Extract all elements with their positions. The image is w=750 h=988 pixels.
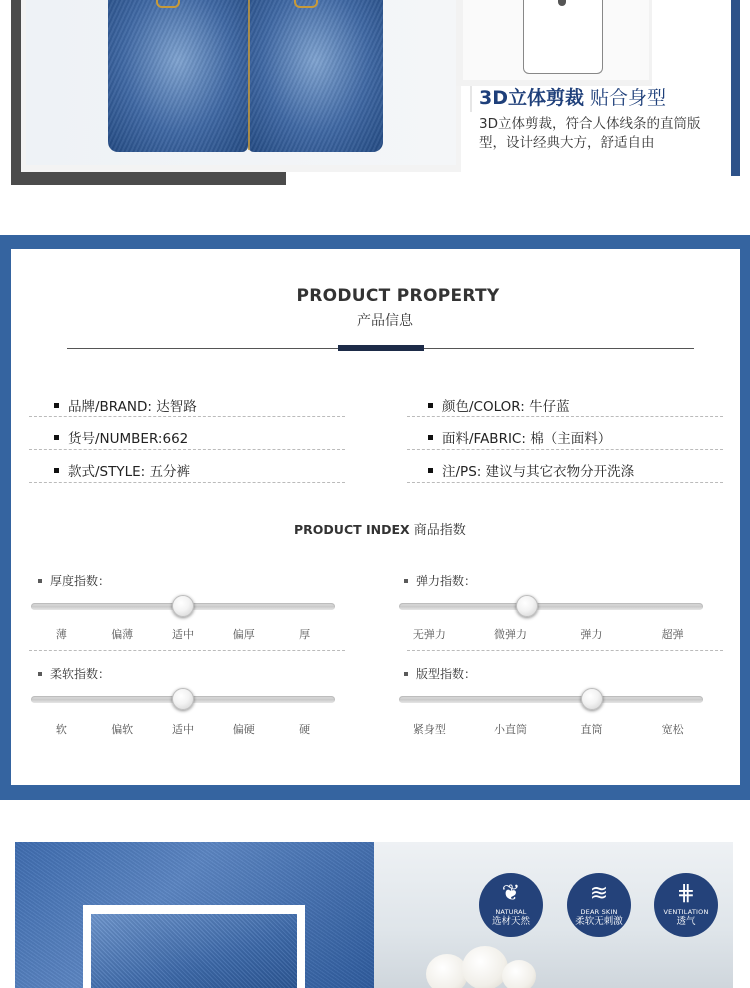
ventilation-badge [654,873,718,937]
slider-tick-label: 厚 [299,628,311,641]
wave-icon: ≋ [589,881,609,906]
elasticity-label-text: 弹力指数： [416,574,477,588]
info-brand [54,395,197,415]
dashed-divider [407,482,723,483]
slider-knob[interactable] [172,688,194,710]
info-color-text: 颜色/COLOR: 牛仔蓝 [442,399,570,415]
ventilation-badge-zh: 透气 [676,916,696,927]
slider-tick-label: 超弹 [661,628,684,641]
hero-title-thin: 贴合身型 [584,87,667,109]
slider-tick-label: 宽松 [661,723,684,736]
hero-title-bold: 3D立体剪裁 [479,87,584,109]
dear-skin-badge [567,873,631,937]
cotton-boll [462,946,508,988]
property-subtitle: 产品信息 [357,313,413,329]
info-note [428,460,634,480]
dashed-divider [407,449,723,450]
slider-knob[interactable] [172,595,194,617]
slider-tick-label: 偏厚 [232,628,255,641]
jeans-right-leg [248,0,383,152]
dashed-divider [407,650,723,651]
dashed-divider [407,416,723,417]
product-index-title-en: PRODUCT INDEX [294,522,410,537]
slider-track[interactable] [399,603,703,610]
slider-tick-label: 硬 [299,723,311,736]
hero-section [0,0,750,190]
slider-tick-label: 紧身型 [412,723,446,736]
hero-right-bar [731,0,740,176]
slider-tick-label: 无弹力 [412,628,446,641]
denim-closeup-photo [91,914,297,988]
bullet-icon [54,468,59,473]
jeans-left-leg [108,0,248,152]
pocket-stitch-right [294,0,318,8]
info-color [428,395,570,415]
property-divider-accent [338,345,424,351]
dashed-divider [29,482,345,483]
slider-tick-label: 小直筒 [493,723,527,736]
slider-tick-label: 直筒 [580,723,603,736]
natural-badge-zh: 选材天然 [491,916,530,927]
dear-skin-badge-en: DEAR SKIN [580,908,618,916]
slider-tick-label: 薄 [55,628,67,641]
natural-badge-en: NATURAL [495,908,527,916]
jeans-center-seam [248,0,250,150]
slider-tick-label: 偏薄 [111,628,134,641]
info-number [54,427,188,447]
pocket-stitch-left [156,0,180,8]
bullet-icon [54,403,59,408]
jeans-photo [26,0,456,165]
dashed-divider [29,416,345,417]
thickness-label-text: 厚度指数： [50,574,111,588]
pants-sketch [463,0,649,80]
info-note-text: 注/PS: 建议与其它衣物分开洗涤 [442,464,635,480]
pants-sketch-outline [523,0,603,74]
dashed-divider [29,650,345,651]
dear-skin-badge-zh: 柔软无刺激 [575,916,623,927]
bullet-icon [38,672,42,676]
softness-label-text: 柔软指数： [50,667,111,681]
hero-description: 3D立体剪裁，符合人体线条的直筒版型，设计经典大方，舒适自由 [479,116,701,151]
slider-tick-label: 软 [55,723,67,736]
slider-tick-label: 适中 [172,723,194,736]
leaf-icon: ❦ [501,881,521,906]
info-number-text: 货号/NUMBER:662 [68,431,189,447]
hero-title [479,86,666,110]
slider-tick-label: 适中 [172,628,194,641]
bullet-icon [38,579,42,583]
cotton-boll [502,960,536,988]
bullet-icon [428,468,433,473]
fit-label-text: 版型指数： [416,667,477,681]
info-style-text: 款式/STYLE: 五分裤 [68,464,191,480]
elasticity-label [404,572,476,589]
feature-banner [15,842,733,988]
info-style [54,460,190,480]
pants-sketch-button [558,0,566,6]
bullet-icon [404,672,408,676]
product-index-title-zh: 商品指数 [409,523,466,538]
slider-tick-label: 弹力 [580,628,603,641]
hero-divider [470,86,472,112]
info-fabric [428,427,611,447]
fit-label [404,665,476,682]
property-title: PRODUCT PROPERTY [296,286,500,306]
bullet-icon [428,435,433,440]
ventilation-badge-en: VENTILATION [663,908,709,916]
bullet-icon [404,579,408,583]
softness-label [38,665,110,682]
info-fabric-text: 面料/FABRIC: 棉（主面料） [442,431,612,447]
product-index-title [294,519,466,538]
dashed-divider [29,449,345,450]
slider-tick-label: 微弹力 [493,628,527,641]
slider-knob[interactable] [516,595,538,617]
ventilation-icon: ⋕ [676,881,696,906]
bullet-icon [428,403,433,408]
slider-track[interactable] [399,696,703,703]
bullet-icon [54,435,59,440]
slider-tick-label: 偏硬 [232,723,255,736]
thickness-label [38,572,110,589]
info-brand-text: 品牌/BRAND: 达智路 [68,399,197,415]
natural-badge [479,873,543,937]
slider-tick-label: 偏软 [111,723,134,736]
